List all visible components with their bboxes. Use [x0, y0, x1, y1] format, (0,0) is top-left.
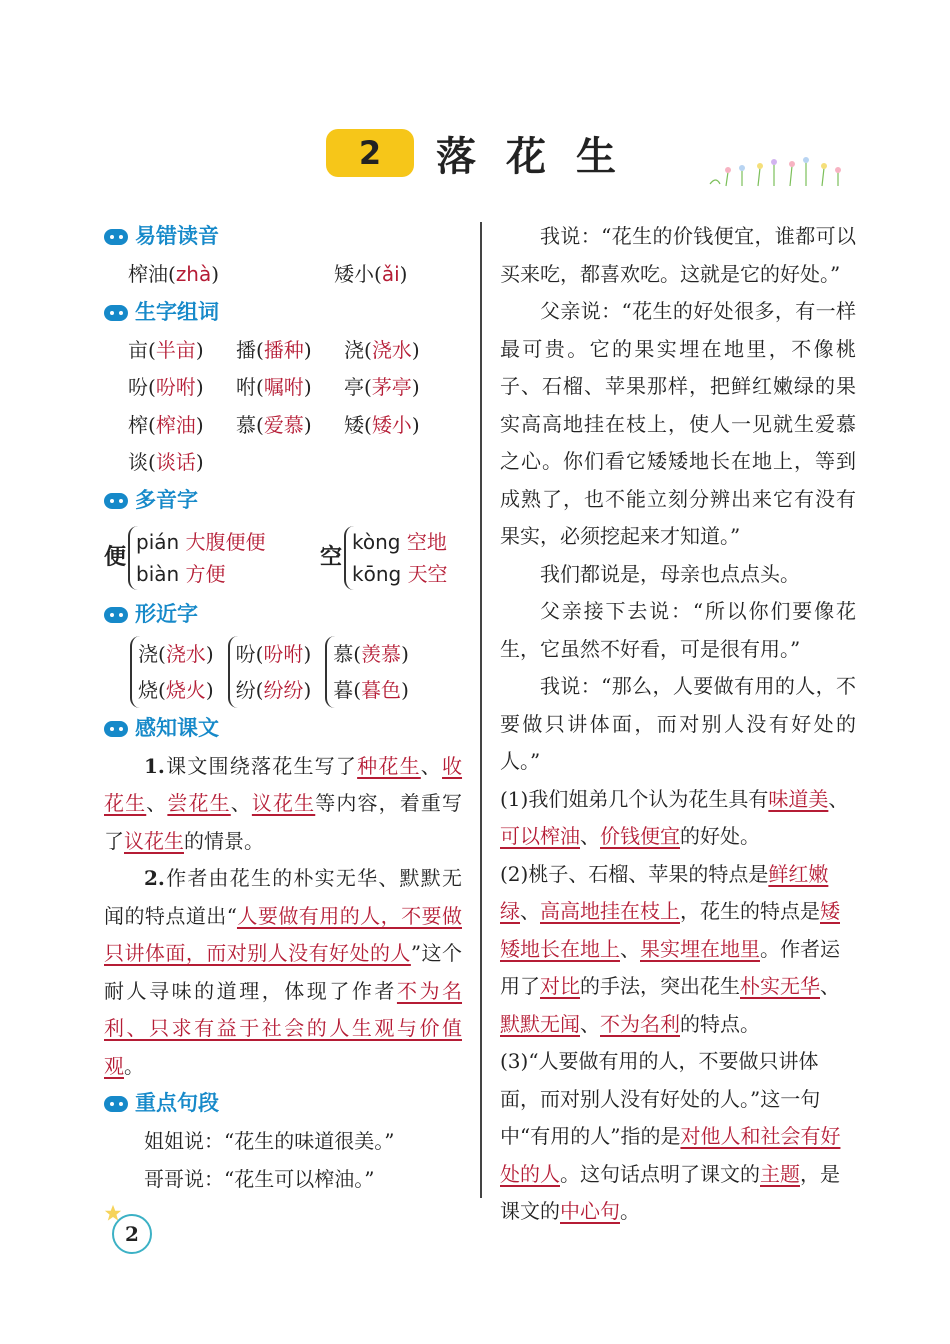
key-passage-paragraph: 父亲说：“花生的好处很多，有一样最可贵。它的果实埋在地里，不像桃子、石榴、苹果那样，把鲜红嫩绿的果实高高地挂在枝上，使人一见就生爱慕之心。你们看它矮矮地长在地上，等到成熟了，也不能立刻分辨出来它有没有果实，必须挖起来才知道。”: [500, 299, 856, 548]
bullet-dots-icon: [104, 305, 128, 321]
char-word-item: 吩(吩咐): [128, 375, 204, 399]
similar-chars-row: [104, 634, 462, 710]
perception-question-1: 1.课文围绕落花生写了种花生、收花生、尝花生、议花生等内容，着重写了议花生的情景。: [104, 753, 463, 853]
pronunciation-item: 矮小(ǎi): [334, 262, 408, 286]
lesson-title: 落花生: [436, 133, 646, 180]
section-header-similar-chars: 形近字: [104, 596, 462, 634]
bullet-dots-icon: [104, 229, 128, 245]
key-passage-line: 姐姐说：“花生的味道很美。”: [144, 1129, 395, 1153]
key-passage-paragraph: 我说：“那么，人要做有用的人，不要做只讲体面，而对别人没有好处的人。”: [500, 674, 856, 773]
left-column: [104, 218, 462, 1198]
similar-char-group: 吩(吩咐) 纷(纷纷): [228, 636, 312, 708]
polyphone-char: 空: [320, 543, 343, 570]
char-word-item: 矮(矮小): [344, 412, 420, 437]
pronunciation-row: [104, 256, 462, 294]
similar-char-group: 浇(浇水) 烧(烧火): [130, 636, 214, 708]
char-word-item: 浇(浇水): [344, 337, 420, 362]
perception-question-2: 2.作者由花生的朴实无华、默默无闻的特点道出“人要做有用的人，不要做只讲体面，而对别人没有好处的人”这个耐人寻味的道理，体现了作者不为名利、只求有益于社会的人生观与价值观。: [104, 866, 463, 1078]
char-word-item: 榨(榨油): [128, 412, 204, 437]
bullet-dots-icon: [104, 1096, 128, 1112]
section-header-key-passage: 重点句段: [104, 1085, 462, 1123]
polyphone-readings: pián 大腹便便 biàn 方便: [128, 526, 302, 590]
char-word-item: 播(播种): [236, 337, 312, 362]
char-words-row: [104, 407, 462, 445]
column-divider: [480, 222, 482, 1198]
char-word-item: 咐(嘱咐): [236, 375, 312, 399]
flower-decoration-icon: [706, 154, 846, 190]
lesson-number-badge: 2: [326, 129, 414, 177]
analysis-item-3: (3)“人要做有用的人，不要做只讲体面，而对别人没有好处的人。”这一句中“有用的人”指的是对他人和社会有好处的人。这句话点明了课文的主题，是课文的中心句。: [500, 1049, 841, 1223]
bullet-dots-icon: [104, 607, 128, 623]
key-passage-paragraph: 我说：“花生的价钱便宜，谁都可以买来吃，都喜欢吃。这就是它的好处。”: [500, 224, 856, 286]
key-passage-line: 哥哥说：“花生可以榨油。”: [144, 1166, 375, 1191]
key-passage-paragraph: 我们都说是，母亲也点点头。: [540, 561, 800, 586]
analysis-item-1: (1)我们姐弟几个认为花生具有味道美、可以榨油、价钱便宜的好处。: [500, 786, 849, 848]
right-column: [500, 218, 856, 1231]
bullet-dots-icon: [104, 493, 128, 509]
similar-char-group: 慕(羡慕) 暮(暮色): [325, 636, 409, 708]
analysis-item-2: (2)桃子、石榴、苹果的特点是鲜红嫩绿、高高地挂在枝上，花生的特点是矮矮地长在地上、果实埋在地里。作者运用了对比的手法，突出花生朴实无华、默默无闻、不为名利的特点。: [500, 861, 840, 1036]
polyphone-char: 便: [104, 543, 127, 570]
char-word-item: 亭(茅亭): [344, 375, 420, 399]
bullet-dots-icon: [104, 721, 128, 737]
lesson-header: [326, 128, 646, 178]
polyphone-row: [104, 520, 462, 596]
char-words-row: [104, 369, 462, 407]
char-word-item: 谈(谈话): [128, 450, 204, 474]
key-passage-paragraph: 父亲接下去说：“所以你们要像花生，它虽然不好看，可是很有用。”: [500, 599, 856, 661]
page-number: 2: [112, 1214, 152, 1254]
section-header-perception: 感知课文: [104, 710, 462, 748]
section-header-char-words: 生字组词: [104, 294, 462, 332]
char-words-row: [104, 444, 462, 482]
section-header-pronunciation: 易错读音: [104, 218, 462, 256]
char-words-row: [104, 332, 462, 370]
section-header-polyphones: 多音字: [104, 482, 462, 520]
char-word-item: 亩(半亩): [128, 337, 204, 362]
char-word-item: 慕(爱慕): [236, 412, 312, 437]
polyphone-readings: kòng 空地 kōng 天空: [344, 526, 448, 590]
pronunciation-item: 榨油(zhà): [128, 262, 220, 286]
